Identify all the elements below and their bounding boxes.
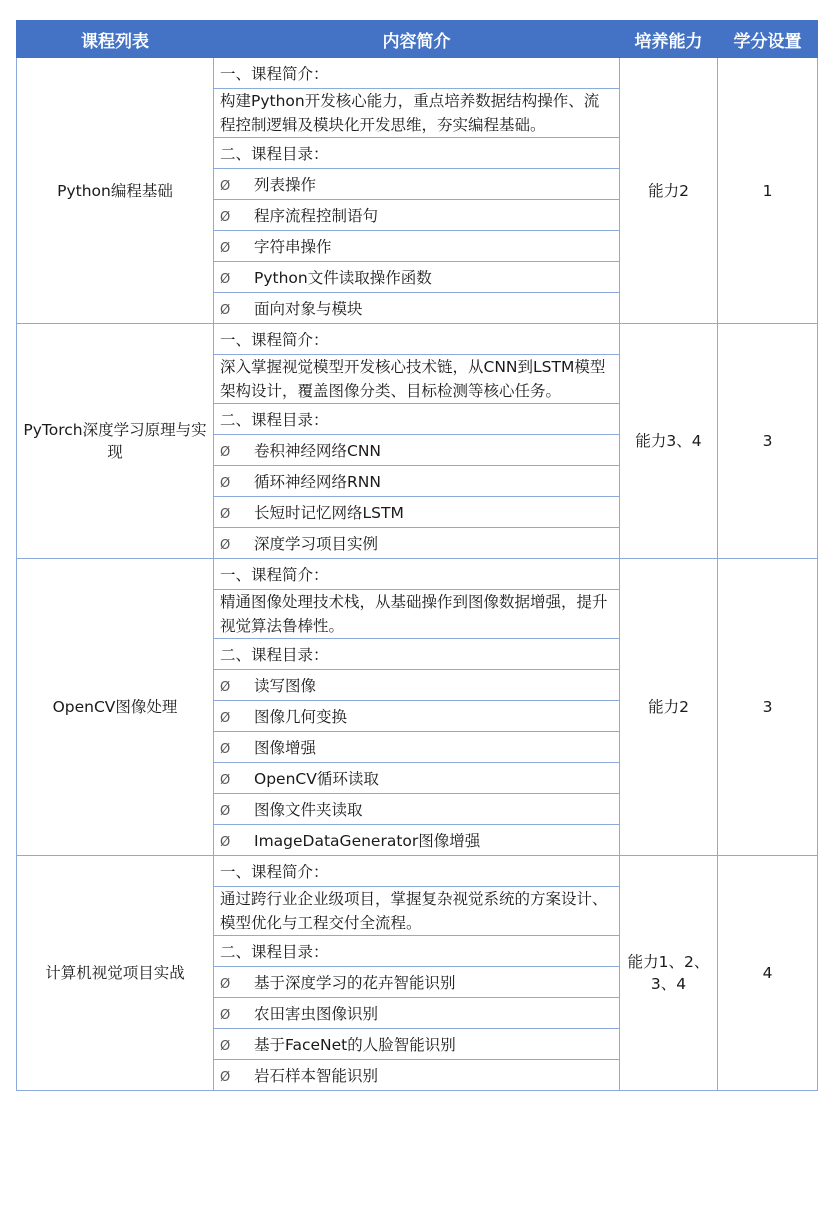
ability-value: 能力2 [620, 58, 718, 324]
catalog-label: 二、课程目录： [214, 639, 620, 670]
catalog-item-text: 基于FaceNet的人脸智能识别 [254, 1036, 456, 1054]
bullet-icon: Ø [220, 742, 231, 757]
course-name: OpenCV图像处理 [17, 559, 214, 856]
catalog-item [214, 825, 620, 856]
catalog-item [214, 670, 620, 701]
course-name: Python编程基础 [17, 58, 214, 324]
bullet-icon: Ø [220, 835, 231, 850]
bullet-icon: Ø [220, 210, 231, 225]
catalog-item-text: ImageDataGenerator图像增强 [254, 832, 481, 850]
bullet-icon: Ø [220, 272, 231, 287]
bullet-icon: Ø [220, 445, 231, 460]
catalog-item-text: 图像文件夹读取 [254, 801, 363, 819]
credit-value: 1 [718, 58, 818, 324]
course-row [17, 856, 818, 887]
catalog-item [214, 794, 620, 825]
ability-value: 能力2 [620, 559, 718, 856]
credit-value: 4 [718, 856, 818, 1091]
catalog-label: 二、课程目录： [214, 138, 620, 169]
bullet-icon: Ø [220, 1008, 231, 1023]
catalog-item [214, 231, 620, 262]
course-row [17, 559, 818, 590]
catalog-item [214, 967, 620, 998]
intro-text: 深入掌握视觉模型开发核心技术链，从CNN到LSTM模型架构设计，覆盖图像分类、目标检测等核心任务。 [214, 355, 620, 404]
intro-label: 一、课程简介： [214, 856, 620, 887]
bullet-icon: Ø [220, 241, 231, 256]
catalog-item-text: 列表操作 [254, 176, 317, 194]
bullet-icon: Ø [220, 1039, 231, 1054]
intro-label: 一、课程简介： [214, 324, 620, 355]
course-row [17, 58, 818, 89]
intro-text: 通过跨行业企业级项目，掌握复杂视觉系统的方案设计、模型优化与工程交付全流程。 [214, 887, 620, 936]
catalog-item-text: 岩石样本智能识别 [254, 1067, 379, 1085]
catalog-item [214, 262, 620, 293]
catalog-item [214, 732, 620, 763]
catalog-item-text: 深度学习项目实例 [254, 535, 379, 553]
bullet-icon: Ø [220, 773, 231, 788]
catalog-label: 二、课程目录： [214, 404, 620, 435]
catalog-item [214, 435, 620, 466]
catalog-item [214, 763, 620, 794]
bullet-icon: Ø [220, 1070, 231, 1085]
header-course-list: 课程列表 [17, 21, 214, 58]
bullet-icon: Ø [220, 179, 231, 194]
intro-text: 构建Python开发核心能力，重点培养数据结构操作、流程控制逻辑及模块化开发思维，夯实编程基础。 [214, 89, 620, 138]
course-table [16, 20, 818, 1091]
intro-text: 精通图像处理技术栈，从基础操作到图像数据增强，提升视觉算法鲁棒性。 [214, 590, 620, 639]
catalog-item-text: 程序流程控制语句 [254, 207, 379, 225]
catalog-item-text: 长短时记忆网络LSTM [254, 504, 404, 522]
bullet-icon: Ø [220, 711, 231, 726]
catalog-item-text: 面向对象与模块 [254, 300, 363, 318]
catalog-item [214, 701, 620, 732]
ability-value: 能力1、2、3、4 [620, 856, 718, 1091]
catalog-item [214, 497, 620, 528]
table-body [17, 58, 818, 1091]
catalog-item-text: 卷积神经网络CNN [254, 442, 382, 460]
header-content-intro: 内容简介 [214, 21, 620, 58]
catalog-item [214, 200, 620, 231]
course-name: PyTorch深度学习原理与实现 [17, 324, 214, 559]
catalog-item [214, 528, 620, 559]
bullet-icon: Ø [220, 303, 231, 318]
intro-label: 一、课程简介： [214, 559, 620, 590]
catalog-item [214, 998, 620, 1029]
catalog-item [214, 169, 620, 200]
course-row [17, 324, 818, 355]
catalog-item-text: OpenCV循环读取 [254, 770, 379, 788]
credit-value: 3 [718, 559, 818, 856]
catalog-item-text: 读写图像 [254, 677, 317, 695]
bullet-icon: Ø [220, 804, 231, 819]
bullet-icon: Ø [220, 507, 231, 522]
catalog-item-text: 图像增强 [254, 739, 317, 757]
course-name: 计算机视觉项目实战 [17, 856, 214, 1091]
bullet-icon: Ø [220, 680, 231, 695]
bullet-icon: Ø [220, 538, 231, 553]
catalog-label: 二、课程目录： [214, 936, 620, 967]
header-credit: 学分设置 [718, 21, 818, 58]
catalog-item-text: 农田害虫图像识别 [254, 1005, 379, 1023]
catalog-item-text: 图像几何变换 [254, 708, 348, 726]
catalog-item-text: 循环神经网络RNN [254, 473, 381, 491]
bullet-icon: Ø [220, 977, 231, 992]
catalog-item [214, 466, 620, 497]
catalog-item-text: Python文件读取操作函数 [254, 269, 432, 287]
header-row [17, 21, 818, 58]
bullet-icon: Ø [220, 476, 231, 491]
header-ability: 培养能力 [620, 21, 718, 58]
credit-value: 3 [718, 324, 818, 559]
ability-value: 能力3、4 [620, 324, 718, 559]
catalog-item-text: 字符串操作 [254, 238, 332, 256]
intro-label: 一、课程简介： [214, 58, 620, 89]
catalog-item [214, 293, 620, 324]
catalog-item [214, 1029, 620, 1060]
catalog-item [214, 1060, 620, 1091]
catalog-item-text: 基于深度学习的花卉智能识别 [254, 974, 456, 992]
